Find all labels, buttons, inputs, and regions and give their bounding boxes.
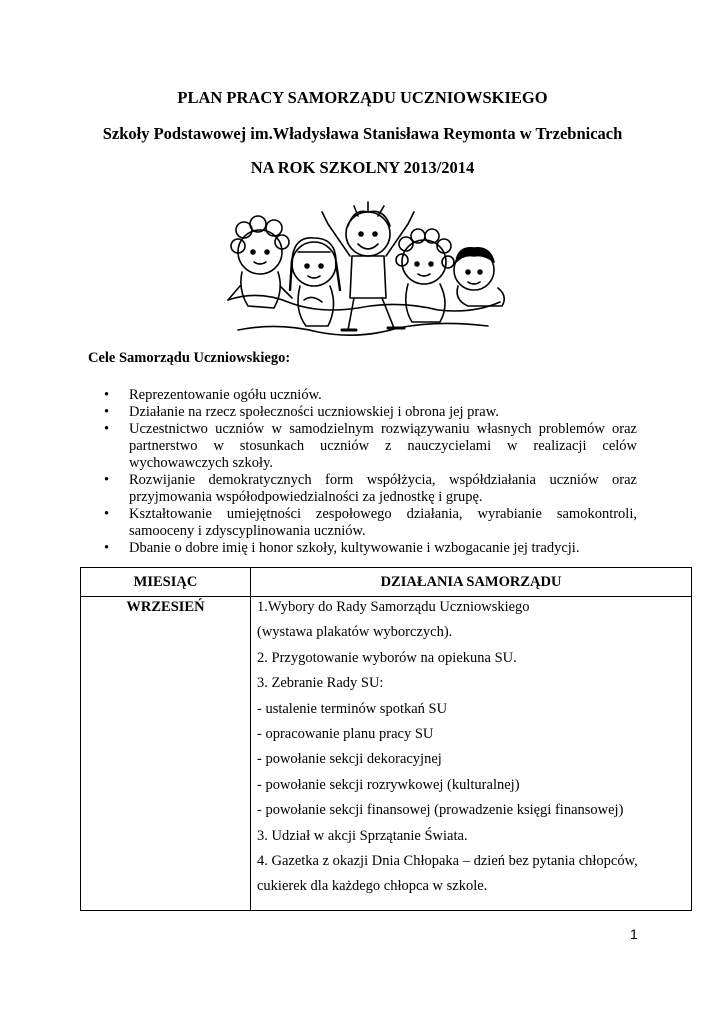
column-header-activities: DZIAŁANIA SAMORZĄDU bbox=[251, 568, 692, 597]
activity-line: cukierek dla każdego chłopca w szkole. bbox=[257, 878, 488, 895]
child-2-figure bbox=[290, 238, 340, 326]
school-year: NA ROK SZKOLNY 2013/2014 bbox=[250, 158, 475, 177]
activities-cell bbox=[251, 597, 692, 911]
goal-item: • Reprezentowanie ogółu uczniów. bbox=[104, 387, 637, 404]
school-name: Szkoły Podstawowej im.Władysława Stanisława Reymonta w Trzebnicach bbox=[102, 124, 623, 143]
child-4-figure bbox=[396, 229, 454, 322]
child-5-figure bbox=[454, 248, 504, 306]
table-row bbox=[81, 597, 692, 911]
child-1-figure bbox=[228, 216, 292, 308]
children-illustration bbox=[218, 190, 510, 340]
page-number: 1 bbox=[630, 926, 638, 942]
activity-line: - powołanie sekcji dekoracyjnej bbox=[257, 751, 442, 768]
goal-item: • Dbanie o dobre imię i honor szkoły, kultywowanie i wzbogacanie jej tradycji. bbox=[104, 540, 637, 557]
activity-line: 3. Zebranie Rady SU: bbox=[257, 675, 384, 692]
table-header-row bbox=[81, 568, 692, 597]
goals-heading: Cele Samorządu Uczniowskiego: bbox=[88, 350, 291, 366]
activity-plan-table bbox=[80, 567, 692, 911]
activity-line: 4. Gazetka z okazji Dnia Chłopaka – dzień bez pytania chłopców, bbox=[257, 852, 638, 869]
month-cell: WRZESIEŃ bbox=[81, 597, 251, 911]
activity-line: 3. Udział w akcji Sprzątanie Świata. bbox=[257, 827, 468, 844]
activity-line: 1.Wybory do Rady Samorządu Uczniowskiego bbox=[257, 599, 530, 615]
goal-item: • Rozwijanie demokratycznych form współżycia, współdziałania uczniów oraz przyjmowania współodpowiedzialności za jednostkę i grupę. bbox=[104, 472, 637, 506]
activity-line: - opracowanie planu pracy SU bbox=[257, 725, 434, 742]
activity-line: (wystawa plakatów wyborczych). bbox=[257, 624, 453, 641]
column-header-month: MIESIĄC bbox=[81, 568, 251, 597]
goal-item: • Kształtowanie umiejętności zespołowego działania, wyrabianie samokontroli, samooceny i zdyscyplinowania uczniów. bbox=[104, 506, 637, 540]
goal-item: • Uczestnictwo uczniów w samodzielnym rozwiązywaniu własnych problemów oraz partnerstwo w stosunkach uczniów z nauczycielami w realizacji celów wychowawczych szkoły. bbox=[104, 421, 637, 472]
activity-line: 2. Przygotowanie wyborów na opiekuna SU. bbox=[257, 649, 517, 666]
activity-line: - powołanie sekcji finansowej (prowadzenie księgi finansowej) bbox=[257, 802, 624, 819]
goals-list bbox=[104, 387, 637, 557]
activity-line: - ustalenie terminów spotkań SU bbox=[257, 700, 448, 717]
goal-item: • Działanie na rzecz społeczności uczniowskiej i obrona jej praw. bbox=[104, 404, 637, 421]
activity-line: - powołanie sekcji rozrywkowej (kulturalnej) bbox=[257, 776, 520, 793]
document-title: PLAN PRACY SAMORZĄDU UCZNIOWSKIEGO bbox=[177, 88, 548, 107]
